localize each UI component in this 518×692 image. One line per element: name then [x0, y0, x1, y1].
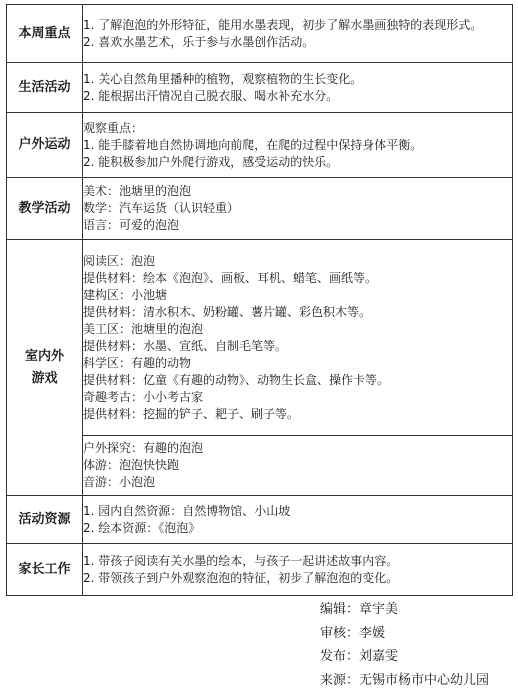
games-outdoor-content: [83, 436, 513, 496]
row-games-indoor: [7, 240, 513, 436]
indoor-line-7: 科学区：有趣的动物: [83, 355, 512, 372]
life-line-1: 1. 关心自然角里播种的植物，观察植物的生长变化。: [83, 71, 512, 88]
outdoor-line-2: 1. 能手膝着地自然协调地向前爬，在爬的过程中保持身体平衡。: [83, 137, 512, 154]
focus-label: 本周重点: [7, 5, 83, 63]
row-focus: [7, 5, 513, 63]
parents-line-1: 1. 带孩子阅读有关水墨的绘本，与孩子一起讲述故事内容。: [83, 553, 512, 570]
resources-line-1: 1. 园内自然资源：自然博物馆、小山坡: [83, 503, 512, 520]
teaching-label: 教学活动: [7, 178, 83, 240]
credit-editor: 编辑：章宇美: [320, 598, 516, 622]
focus-content: [83, 5, 513, 63]
indoor-line-3: 建构区：小池塘: [83, 287, 512, 304]
row-games-outdoor: [7, 436, 513, 496]
indoor-line-5: 美工区：池塘里的泡泡: [83, 321, 512, 338]
outdoor-line-3: 2. 能积极参加户外爬行游戏，感受运动的快乐。: [83, 154, 512, 171]
row-parents: [7, 544, 513, 596]
teaching-line-2: 数学：汽车运货（认识轻重）: [83, 200, 512, 217]
indoor-line-2: 提供材料：绘本《泡泡》、画板、耳机、蜡笔、画纸等。: [83, 270, 512, 287]
games-indoor-content: [83, 240, 513, 436]
indoor-line-8: 提供材料：亿童《有趣的动物》、动物生长盒、操作卡等。: [83, 372, 512, 389]
row-life: [7, 63, 513, 113]
weekly-plan-table: [6, 4, 513, 596]
outdoor-content: [83, 113, 513, 178]
parents-label: 家长工作: [7, 544, 83, 596]
games-label-line-1: 室内外: [7, 346, 82, 368]
games-label-line-2: 游戏: [7, 368, 82, 390]
credit-publisher: 发布：刘嘉雯: [320, 645, 516, 669]
life-content: [83, 63, 513, 113]
teaching-line-3: 语言：可爱的泡泡: [83, 217, 512, 234]
life-label: 生活活动: [7, 63, 83, 113]
row-resources: [7, 496, 513, 544]
row-outdoor: [7, 113, 513, 178]
indoor-line-10: 提供材料：挖掘的铲子、耙子、刷子等。: [83, 406, 512, 423]
credits: [320, 598, 516, 692]
resources-label: 活动资源: [7, 496, 83, 544]
focus-line-2: 2. 喜欢水墨艺术，乐于参与水墨创作活动。: [83, 34, 512, 51]
parents-content: [83, 544, 513, 596]
resources-content: [83, 496, 513, 544]
row-teaching: [7, 178, 513, 240]
indoor-line-4: 提供材料：清水积木、奶粉罐、薯片罐、彩色积木等。: [83, 304, 512, 321]
outdoor-line-1: 观察重点：: [83, 120, 512, 137]
indoor-line-6: 提供材料：水墨、宣纸、自制毛笔等。: [83, 338, 512, 355]
indoor-line-1: 阅读区：泡泡: [83, 253, 512, 270]
games-label: [7, 240, 83, 496]
teaching-line-1: 美术：池塘里的泡泡: [83, 183, 512, 200]
outdoor-label: 户外运动: [7, 113, 83, 178]
outdoor-game-line-2: 体游：泡泡快快跑: [83, 457, 512, 474]
indoor-line-9: 奇趣考古：小小考古家: [83, 389, 512, 406]
focus-line-1: 1. 了解泡泡的外形特征，能用水墨表现，初步了解水墨画独特的表现形式。: [83, 17, 512, 34]
outdoor-game-line-3: 音游：小泡泡: [83, 474, 512, 491]
life-line-2: 2. 能根据出汗情况自己脱衣服、喝水补充水分。: [83, 88, 512, 105]
resources-line-2: 2. 绘本资源：《泡泡》: [83, 520, 512, 537]
outdoor-game-line-1: 户外探究：有趣的泡泡: [83, 440, 512, 457]
teaching-content: [83, 178, 513, 240]
parents-line-2: 2. 带领孩子到户外观察泡泡的特征，初步了解泡泡的变化。: [83, 570, 512, 587]
credit-source: 来源：无锡市杨市中心幼儿园: [320, 669, 516, 692]
credit-reviewer: 审核：李媛: [320, 622, 516, 646]
